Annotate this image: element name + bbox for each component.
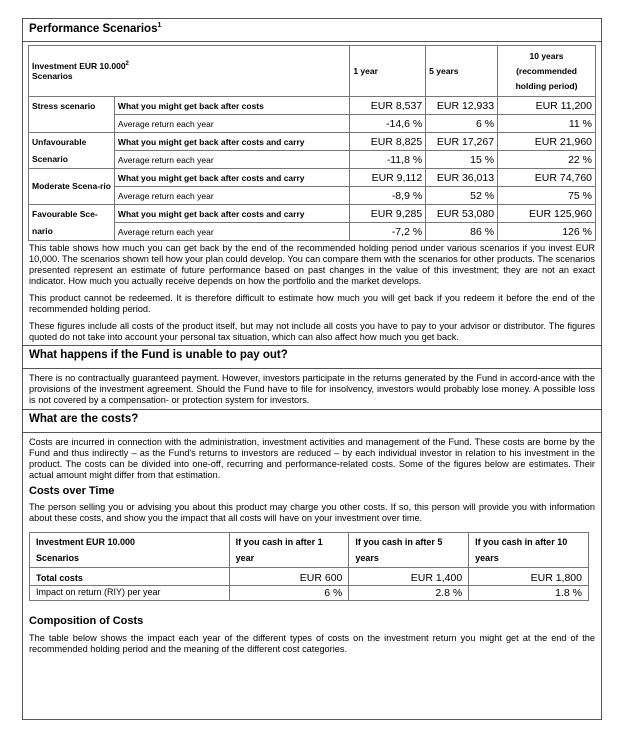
row-label: What you might get back after costs and carry bbox=[114, 133, 349, 151]
value-cell: EUR 9,285 bbox=[350, 205, 426, 223]
row-label: What you might get back after costs and carry bbox=[114, 205, 349, 223]
row-label: What you might get back after costs bbox=[114, 97, 349, 115]
value-cell: 2.8 % bbox=[349, 586, 469, 601]
costs-heading: What are the costs? bbox=[23, 409, 601, 433]
value-cell: EUR 9,112 bbox=[350, 169, 426, 187]
col-10-years: 10 years (recommended holding period) bbox=[498, 46, 596, 97]
investment-label: Investment EUR 10.000 bbox=[36, 537, 136, 547]
scenario-name: Unfavourable Scenario bbox=[29, 133, 115, 169]
value-cell: 6 % bbox=[229, 586, 349, 601]
costs-header-row bbox=[30, 533, 589, 568]
composition-paragraph: The table below shows the impact each year of the different types of costs on the investment return you might get at the end of the recommended holding period and the meaning of the different cost categories. bbox=[29, 633, 595, 654]
row-label: Average return each year bbox=[114, 223, 349, 241]
row-label: Average return each year bbox=[114, 187, 349, 205]
composition-heading: Composition of Costs bbox=[29, 615, 144, 627]
row-label: Average return each year bbox=[114, 115, 349, 133]
table-row bbox=[29, 205, 596, 223]
col-cash-in-5: If you cash in after 5 years bbox=[349, 533, 469, 568]
table-row bbox=[29, 115, 596, 133]
costs-over-time-paragraph: The person selling you or advising you about this product may charge you other costs. If so, this person will provide you with information about these costs, and show you the impact that all costs will have on your investment over time. bbox=[29, 502, 595, 523]
performance-heading-text: Performance Scenarios bbox=[29, 22, 158, 35]
table-row bbox=[29, 187, 596, 205]
value-cell: EUR 600 bbox=[229, 568, 349, 586]
performance-paragraph: This product cannot be redeemed. It is therefore difficult to estimate how much you will get back if you redeem it before the end of the recommended holding period. bbox=[29, 293, 595, 314]
value-cell: 126 % bbox=[498, 223, 596, 241]
scenario-name: Favourable Sce-nario bbox=[29, 205, 115, 241]
value-cell: 75 % bbox=[498, 187, 596, 205]
value-cell: -8,9 % bbox=[350, 187, 426, 205]
value-cell: EUR 11,200 bbox=[498, 97, 596, 115]
col-5-years: 5 years bbox=[426, 46, 498, 97]
row-label: What you might get back after costs and carry bbox=[114, 169, 349, 187]
value-cell: 15 % bbox=[426, 151, 498, 169]
value-cell: 6 % bbox=[426, 115, 498, 133]
value-cell: 52 % bbox=[426, 187, 498, 205]
col-1-year: 1 year bbox=[350, 46, 426, 97]
table-row bbox=[29, 133, 596, 151]
value-cell: EUR 1,800 bbox=[469, 568, 589, 586]
table-row bbox=[29, 97, 596, 115]
value-cell: EUR 21,960 bbox=[498, 133, 596, 151]
col-cash-in-10: If you cash in after 10 years bbox=[469, 533, 589, 568]
footnote-marker: 1 bbox=[157, 22, 162, 29]
value-cell: EUR 8,825 bbox=[350, 133, 426, 151]
costs-table bbox=[29, 532, 589, 601]
table-row bbox=[29, 223, 596, 241]
scenarios-label: Scenarios bbox=[36, 553, 80, 563]
value-cell: -7,2 % bbox=[350, 223, 426, 241]
value-cell: EUR 53,080 bbox=[426, 205, 498, 223]
performance-paragraph: This table shows how much you can get back by the end of the recommended holding period under various scenarios if you invest EUR 10,000. The scenarios shown tell how your plan could develop. You can compare them with the scenarios for other products. The scenarios presented represent an estimate of future performance based on past changes in the value of this investment; they are not an exact indicator. How much you actually receive depends on how the portfolio and the market develops. bbox=[29, 243, 595, 286]
table-row bbox=[30, 586, 589, 601]
scenarios-label: Scenarios bbox=[32, 71, 73, 81]
value-cell: -14,6 % bbox=[350, 115, 426, 133]
investment-header-cell bbox=[30, 533, 230, 568]
investment-label: Investment EUR 10.000 bbox=[32, 61, 126, 71]
costs-over-time-heading: Costs over Time bbox=[29, 485, 115, 497]
table-row bbox=[29, 169, 596, 187]
value-cell: 22 % bbox=[498, 151, 596, 169]
value-cell: EUR 36,013 bbox=[426, 169, 498, 187]
investment-header-cell bbox=[29, 46, 350, 97]
table-row bbox=[29, 151, 596, 169]
kid-document bbox=[22, 18, 602, 720]
value-cell: EUR 1,400 bbox=[349, 568, 469, 586]
performance-header-row bbox=[29, 46, 596, 97]
value-cell: EUR 8,537 bbox=[350, 97, 426, 115]
value-cell: EUR 125,960 bbox=[498, 205, 596, 223]
performance-heading bbox=[23, 19, 601, 42]
table-row bbox=[30, 568, 589, 586]
performance-table bbox=[28, 45, 596, 241]
value-cell: EUR 17,267 bbox=[426, 133, 498, 151]
value-cell: 86 % bbox=[426, 223, 498, 241]
value-cell: 11 % bbox=[498, 115, 596, 133]
value-cell: -11,8 % bbox=[350, 151, 426, 169]
value-cell: EUR 12,933 bbox=[426, 97, 498, 115]
scenario-name: Stress scenario bbox=[29, 97, 115, 133]
value-cell: EUR 74,760 bbox=[498, 169, 596, 187]
payout-heading: What happens if the Fund is unable to pay out? bbox=[23, 345, 601, 369]
body-flow bbox=[23, 243, 601, 655]
total-costs-label: Total costs bbox=[30, 568, 230, 586]
payout-paragraph: There is no contractually guaranteed payment. However, investors participate in the returns generated by the Fund in accord-ance with the provisions of the investment agreement. Should the Fund have to file for insolvency, investors would probably lose money. A possible loss is not covered by a compensation- or protection system for investors. bbox=[29, 373, 595, 405]
row-label: Average return each year bbox=[114, 151, 349, 169]
performance-paragraph: These figures include all costs of the product itself, but may not include all costs you have to pay to your advisor or distributor. The figures quoted do not take into account your personal tax situation, which can also affect how much you get back. bbox=[29, 321, 595, 342]
riy-label: Impact on return (RIY) per year bbox=[30, 586, 230, 601]
col-cash-in-1: If you cash in after 1 year bbox=[229, 533, 349, 568]
footnote-marker: 2 bbox=[125, 61, 129, 68]
costs-paragraph: Costs are incurred in connection with the administration, investment activities and management of the Fund. These costs are borne by the Fund and thus indirectly – as the Fund's returns to investors are reduced – by each individual investor in relation to his investment in the product. The costs can be divided into one-off, recurring and performance-related costs. Some of the figures below are estimates. Their actual amount might differ from that estimation. bbox=[29, 437, 595, 480]
scenario-name: Moderate Scena-rio bbox=[29, 169, 115, 205]
value-cell: 1.8 % bbox=[469, 586, 589, 601]
